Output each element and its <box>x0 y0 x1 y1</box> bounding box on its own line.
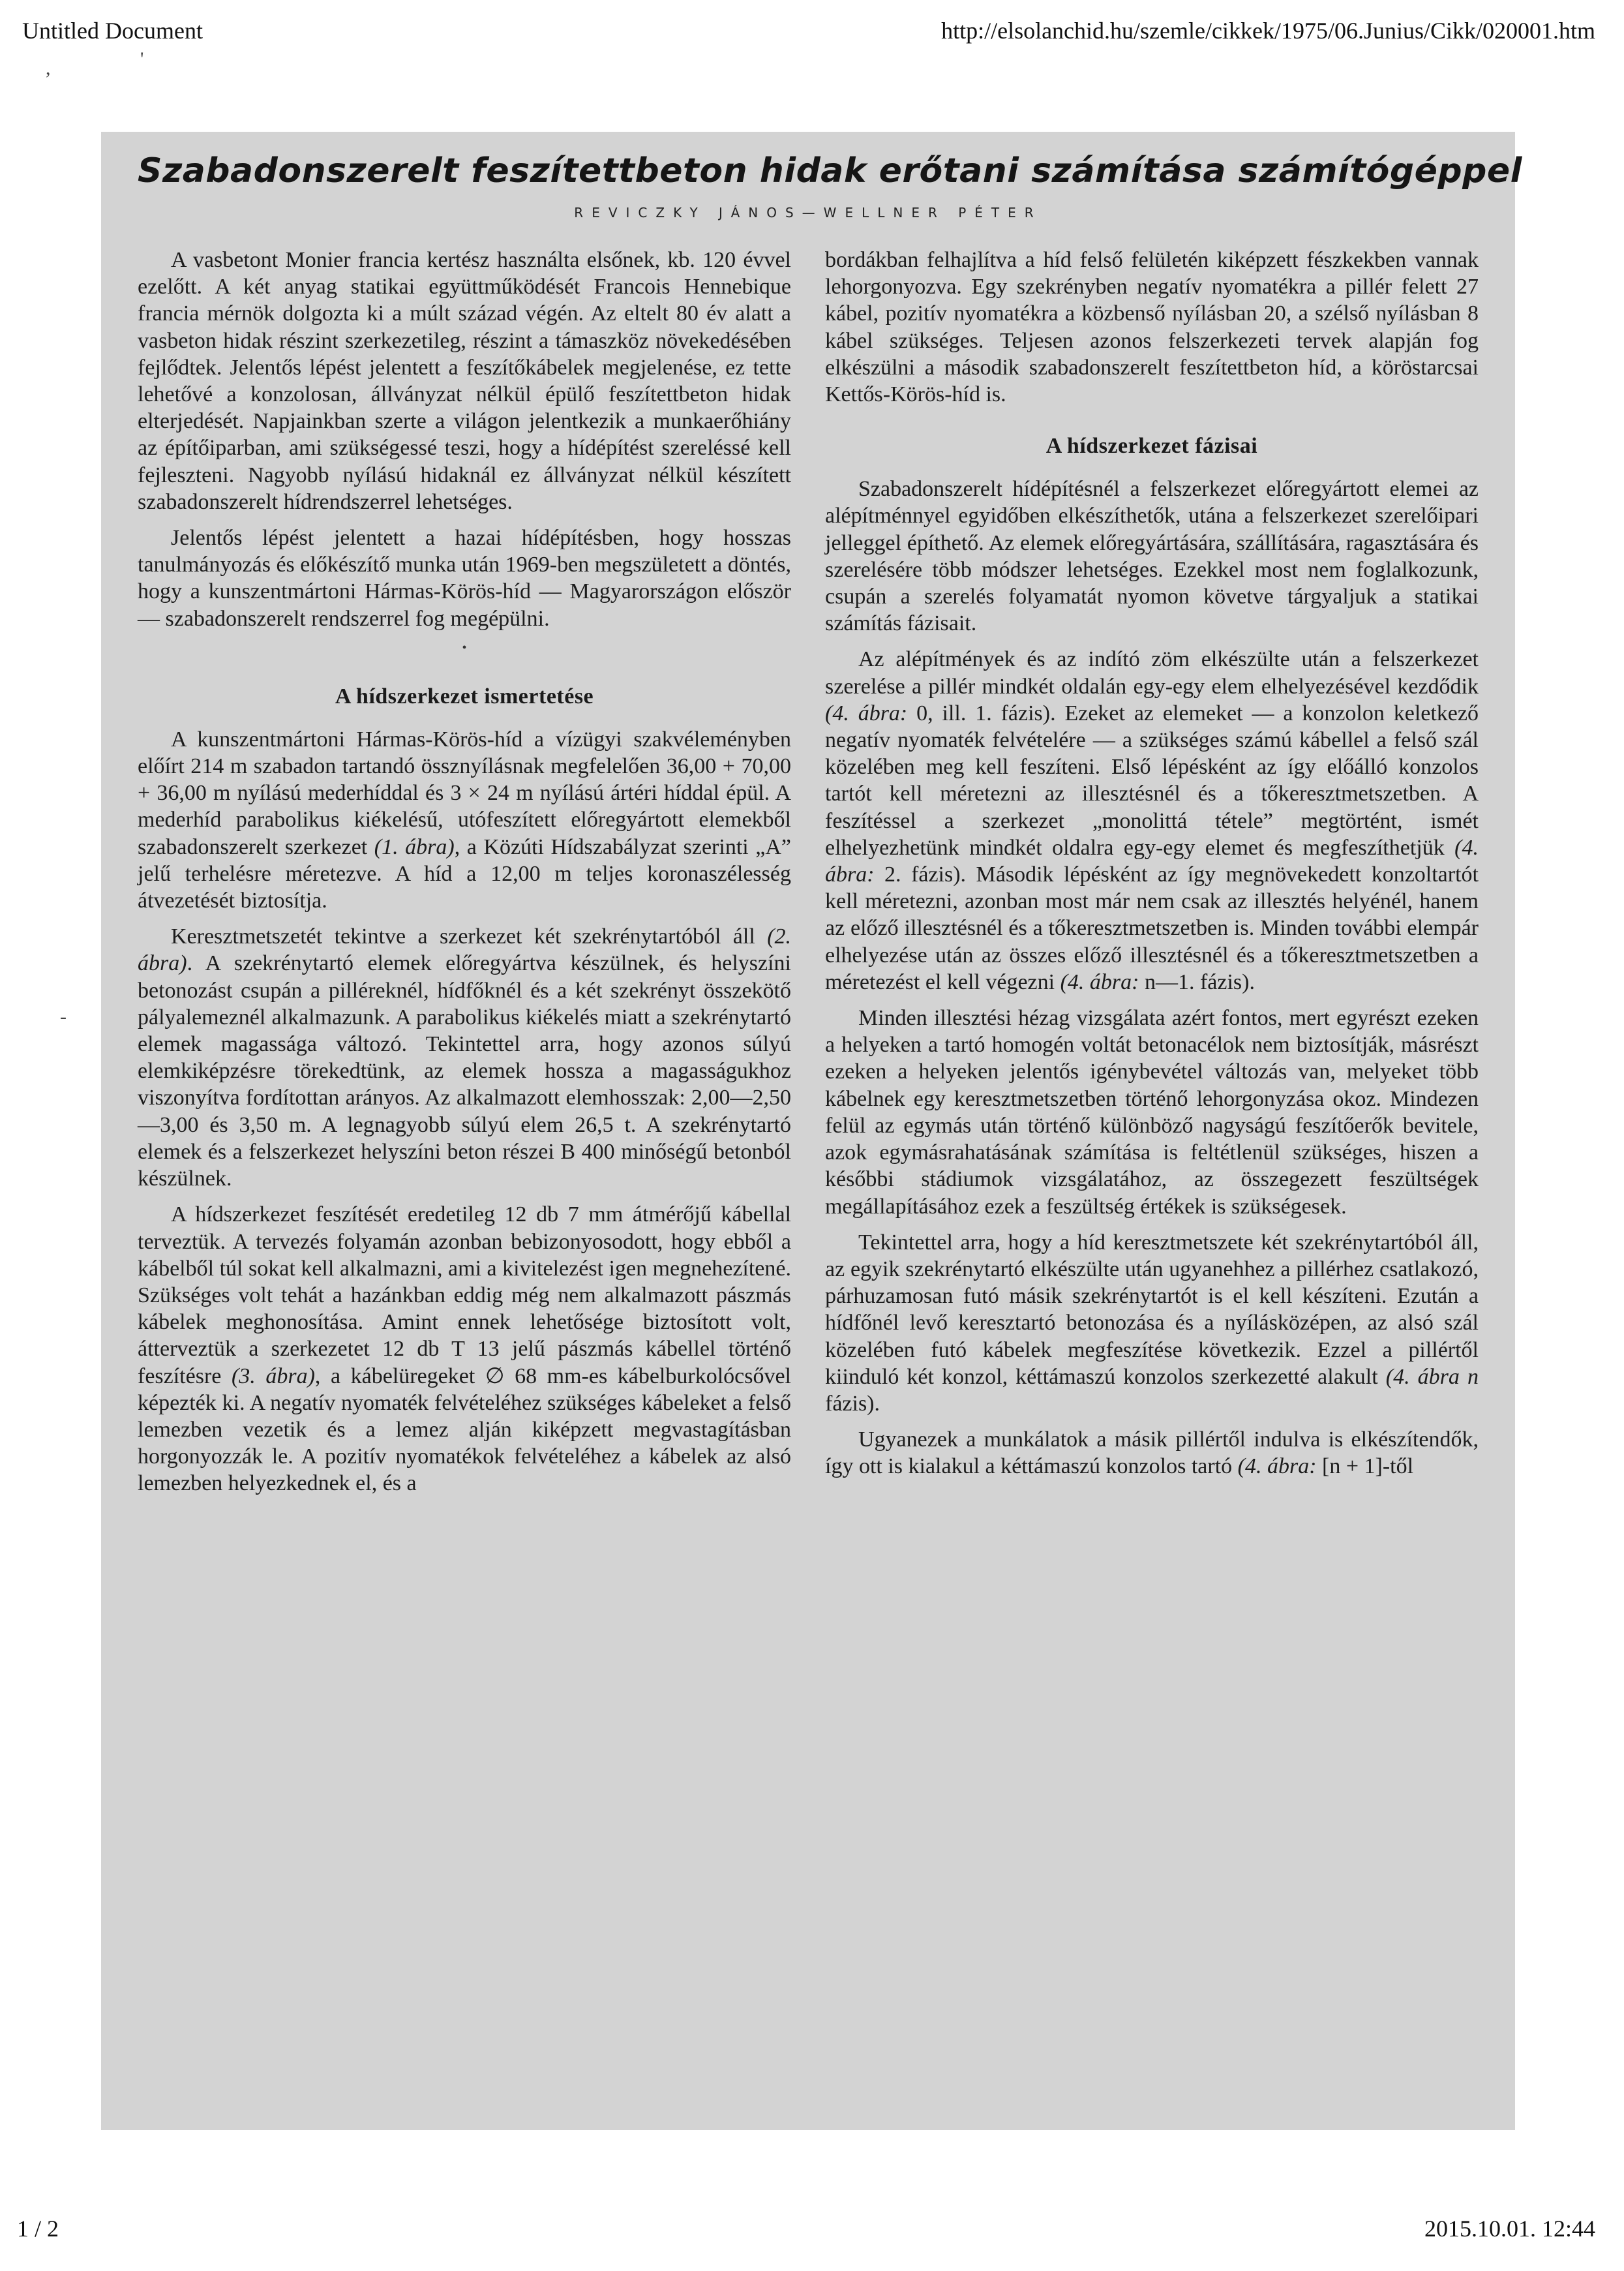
figure-ref-4a: (4. ábra: <box>825 701 908 725</box>
right-paragraph-4: Minden illesztési hézag vizsgálata azért fontos, mert egyrészt ezeken a helyeken a tartó homogén voltát betonacélok nem biztosítják, másrészt ezeken a helyeken jelentős igénybevétel változás van, melyeket több kábelnek egy keresztmetszetben történő lehorgonyzása okoz. Mindezen felül az egymás után történő különböző nagyságú feszítőerők bevitele, azok egymásrahatásának számítása is feltétlenül szükséges, hiszen a későbbi stádiumok vizsgálatához, az összegezett feszültségek megállapításához ezek a feszültség értékek is szükségesek. <box>825 1006 1479 1219</box>
right-paragraph-3: Az alépítmények és az indító zöm elkészülte után a felszerkezet szerelése a pillér mindkét oldalán egy-egy elem elhelyezésével kezdődik (4. ábra: 0, ill. 1. fázis). Ezeket az elemeket — a konzolon keletkező negatív nyomaték felvételére — a szükséges számú kábellel a felső szál közelében meg kell feszíteni. Első lépésként az így előálló konzolos tartót kell méretezni az illesztésnél és a tőkeresztmetszetben. A feszítéssel a szerkezet „monolittá tétele” megtörtént, ismét elhelyezhetünk mindkét oldalra egy-egy elemet és megfeszíthetjük (4. ábra: 2. fázis). Második lépésként az így megnövekedett konzoltartót kell méretezni, azonban most már nem csak az illesztés helyénél, hanem az előző illesztésnél és a tőkeresztmetszetben is. Minden további elempár elhelyezése után az összes előző illesztésnél és a tőkeresztmetszetben a méretezést el kell végezni (4. ábra: n—1. fázis). <box>825 647 1479 994</box>
figure-ref-1: (1. ábra) <box>374 834 455 859</box>
left-paragraph-2: Jelentős lépést jelentett a hazai hídépítésben, hogy hosszas tanulmányozás és előkészítő munka után 1969-ben megszületett a döntés, hogy a kunszentmártoni Hármas-Körös-híd — Magyarországon először — szabadonszerelt rendszerrel fog megépülni. <box>138 526 791 631</box>
separator-dot: • <box>462 640 467 655</box>
left-section-heading: A hídszerkezet ismertetése <box>335 684 594 709</box>
scanned-article <box>101 132 1522 2130</box>
left-paragraph-5: A hídszerkezet feszítését eredetileg 12 db 7 mm átmérőjű kábellal terveztük. A tervezés folyamán azonban bebizonyosodott, hogy ebből a kábelből túl sokat kell alkalmazni, ami a kivitelezést igen megnehezítené. Szükséges volt tehát a hazánkban eddig még nem alkalmazott pászmás kábelek meghonosítása. Amint ennek lehetősége biztosított volt, átterveztük a szerkezetet 12 db T 13 jelű pászmás kábellel történő feszítésre (3. ábra), a kábelüregeket ∅ 68 mm-es kábelburkolócsővel képezték ki. A negatív nyomaték felvételéhez szükséges kábeleket a felső lemezben vezetik és a lemez alján kiképzett megvastagításban horgonyozzák le. A pozitív nyomatékok felvételéhez a kábelek az alsó lemezben helyezkednek el, és a <box>138 1202 791 1496</box>
figure-ref-4c: (4. ábra: <box>1060 969 1139 994</box>
print-datetime: 2015.10.01. 12:44 <box>1424 2216 1595 2242</box>
stray-tick-mark: ' <box>140 48 144 70</box>
stray-dash-mark: - <box>60 1006 67 1028</box>
right-section-heading: A hídszerkezet fázisai <box>1045 434 1258 459</box>
right-paragraph-1: bordákban felhajlítva a híd felső felületén kiképzett fészkekben vannak lehorgonyozva. Egy szekrényben negatív nyomatékra a pillér felett 27 kábel, pozitív nyomatékra a közbenső nyílásban 20, a szélső nyílásban 8 kábel szükséges. Teljesen azonos felszerkezeti tervek alapján fog elkészülni a második szabadonszerelt feszítettbeton híd, a köröstarcsai Kettős-Körös-híd is. <box>825 248 1479 407</box>
figure-ref-3: (3. ábra) <box>231 1364 315 1388</box>
right-column <box>825 247 1479 1506</box>
page-counter: 1 / 2 <box>17 2216 59 2242</box>
left-paragraph-1: A vasbetont Monier francia kertész használta elsőnek, kb. 120 évvel ezelőtt. A két anyag statikai együttműködését Francois Hennebique francia mérnök dolgozta ki a múlt század végén. Az eltelt 80 év alatt a vasbeton hidak részint szerkezetileg, részint a támaszköz növekedésében fejlődtek. Jelentős lépést jelentett a feszítőkábelek megjelenése, ez tette lehetővé a konzolosan, állványzat nélkül épülő feszítettbeton hidak elterjedését. Napjainkban szerte a világon jelentkezik a munkaerőhiány az építőiparban, ami szükségessé teszi, hogy a hídépítést szereléssé kell fejleszteni. Nagyobb nyílású hidaknál ez állványzat nélkül készített szabadonszerelt hídrendszerrel lehetséges. <box>138 248 791 514</box>
article-columns <box>138 247 1479 1506</box>
right-paragraph-6: Ugyanezek a munkálatok a másik pillértől indulva is elkészítendők, így ott is kialakul a kéttámaszú konzolos tartó (4. ábra: [n + 1]-től <box>825 1427 1479 1479</box>
figure-ref-4e: (4. ábra: <box>1237 1454 1317 1479</box>
article-authors: REVICZKY JÁNOS—WELLNER PÉTER <box>574 205 1042 221</box>
browser-url: http://elsolanchid.hu/szemle/cikkek/1975/06.Junius/Cikk/020001.htm <box>941 18 1595 44</box>
left-paragraph-4: Keresztmetszetét tekintve a szerkezet két szekrénytartóból áll (2. ábra). A szekrénytartó elemek előregyártva készülnek, és helyszíni betonozást csupán a pilléreknél, hídfőknél és a két szekrényt összekötő pályalemeznél alkalmazunk. A parabolikus kiékelés miatt a szekrénytartó elemek magassága változó. Tekintettel arra, hogy azonos súlyú elemkiképzésre törekedtünk, az elemek hossza a magasságukhoz viszonyítva fordítottan arányos. Az alkalmazott elemhosszak: 2,00—2,50—3,00 és 3,50 m. A legnagyobb súlyú elem 26,5 t. A szekrénytartó elemek és a felszerkezet helyszíni beton részei B 400 minőségű betonból készülnek. <box>138 924 792 1191</box>
stray-comma-mark: , <box>46 57 51 79</box>
figure-ref-4b: (4. ábra: <box>825 835 1479 887</box>
right-paragraph-5: Tekintettel arra, hogy a híd keresztmetszete két szekrénytartóból áll, az egyik szekrénytartó elkészülte után ugyanehhez a pillérhez csatlakozó, párhuzamosan futó másik szekrénytartót is el kell készíteni. Ezután a hídfőnél levő keresztartó betonozása és a nyílásközépen, az alsó szál közelében futó kábelek megfeszítése következik. Ezzel a pillértől kiinduló két konzol, kéttámaszú konzolos szerkezetté alakult (4. ábra n fázis). <box>825 1230 1479 1416</box>
left-column <box>138 247 791 1506</box>
browser-page-title: Untitled Document <box>22 18 203 44</box>
figure-ref-4d: (4. ábra n <box>1385 1364 1479 1389</box>
figure-ref-2: (2. ábra) <box>138 924 792 976</box>
right-paragraph-2: Szabadonszerelt hídépítésnél a felszerkezet előregyártott elemei az alépítménnyel egyidőben elkészíthetők, utána a felszerkezet szerelőipari jelleggel építhető. Az elemek előregyártására, szállítására, ragasztására és szerelésére több módszer lehetséges. Ezekkel most nem foglalkozunk, csupán a szerelés folyamatát nyomon követve tárgyaljuk a statikai számítás fázisait. <box>825 477 1479 636</box>
left-paragraph-3: A kunszentmártoni Hármas-Körös-híd a vízügyi szakvéleményben előírt 214 m szabadon tartandó össznyílásnak megfelelően 36,00 + 70,00 + 36,00 m nyílású mederhíddal és 3 × 24 m nyílású ártéri híddal épül. A mederhíd parabolikus kiékelésű, utófeszített előregyártott elemekből szabadonszerelt szerkezet (1. ábra), a Közúti Hídszabályzat szerinti „A” jelű terhelésre méretezve. A híd a 12,00 m teljes koronaszélesség átvezetését biztosítja. <box>138 727 792 913</box>
article-title: Szabadonszerelt feszítettbeton hidak erőtani számítása számítógéppel <box>138 151 1522 191</box>
